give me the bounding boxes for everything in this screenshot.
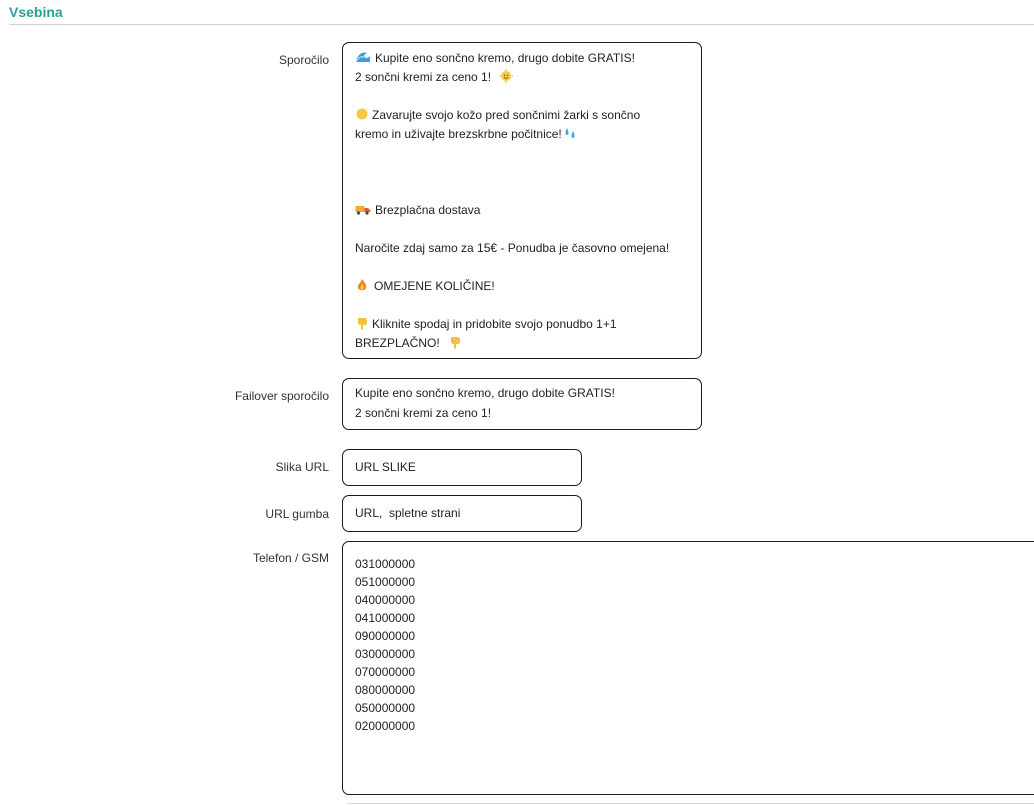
message-line-text: Kliknite spodaj in pridobite svojo ponudbo 1+1 — [372, 317, 617, 331]
sun-face-icon — [498, 69, 514, 83]
message-line — [355, 106, 689, 125]
message-line — [355, 239, 689, 258]
message-line-text: Naročite zdaj samo za 15€ - Ponudba je časovno omejena! — [355, 241, 670, 255]
fire-icon — [355, 278, 369, 292]
message-line-text: OMEJENE KOLIČINE! — [374, 279, 495, 293]
bottom-divider — [347, 803, 1034, 804]
phone-number: 020000000 — [355, 719, 416, 733]
message-line — [355, 315, 689, 334]
sweat-droplets-icon — [563, 126, 579, 140]
image-url-label: Slika URL — [275, 460, 329, 474]
button-url-label: URL gumba — [265, 507, 329, 521]
message-line — [355, 125, 689, 144]
phone-number: 080000000 — [355, 683, 416, 697]
message-line — [355, 220, 689, 239]
button-url-input[interactable] — [342, 495, 582, 532]
message-line — [355, 258, 689, 277]
message-line — [355, 277, 689, 296]
failover-textarea[interactable] — [342, 378, 702, 430]
sun-icon — [355, 107, 369, 121]
phone-number: 050000000 — [355, 701, 416, 715]
failover-line: 2 sončni kremi za ceno 1! — [355, 406, 492, 420]
message-textarea[interactable] — [342, 42, 702, 359]
phones-label: Telefon / GSM — [252, 551, 329, 565]
message-line-text: Zavarujte svojo kožo pred sončnimi žarki s sončno — [372, 108, 641, 122]
message-line — [355, 163, 689, 182]
failover-line: Kupite eno sončno kremo, drugo dobite GRATIS! — [355, 386, 615, 400]
delivery-truck-icon — [355, 202, 371, 216]
message-line-text: Brezplačna dostava — [375, 203, 481, 217]
button-url-value: URL, spletne strani — [355, 506, 461, 520]
failover-label: Failover sporočilo — [234, 389, 329, 403]
message-line-text: 2 sončni kremi za ceno 1! — [355, 70, 492, 84]
phone-number: 041000000 — [355, 611, 416, 625]
message-line-text: Kupite eno sončno kremo, drugo dobite GRATIS! — [375, 51, 635, 65]
message-line — [355, 182, 689, 201]
phone-number: 030000000 — [355, 647, 416, 661]
phones-textarea[interactable] — [342, 541, 1034, 795]
message-line — [355, 68, 689, 87]
message-line — [355, 201, 689, 220]
phone-number: 051000000 — [355, 575, 416, 589]
wave-icon — [355, 50, 371, 64]
image-url-value: URL SLIKE — [355, 460, 416, 474]
image-url-input[interactable] — [342, 449, 582, 486]
section-title: Vsebina — [9, 4, 63, 20]
phone-number: 070000000 — [355, 665, 416, 679]
message-label: Sporočilo — [278, 53, 329, 67]
phone-number: 090000000 — [355, 629, 416, 643]
point-down-icon — [448, 335, 462, 349]
point-down-icon — [355, 316, 369, 330]
phone-number: 040000000 — [355, 593, 416, 607]
section-divider — [9, 24, 1034, 25]
message-line — [355, 144, 689, 163]
message-line — [355, 334, 689, 353]
message-line — [355, 49, 689, 68]
message-line — [355, 87, 689, 106]
message-line-text: BREZPLAČNO! — [355, 336, 440, 350]
phone-number: 031000000 — [355, 557, 416, 571]
message-line-text: kremo in uživajte brezskrbne počitnice! — [355, 127, 562, 141]
message-line — [355, 296, 689, 315]
